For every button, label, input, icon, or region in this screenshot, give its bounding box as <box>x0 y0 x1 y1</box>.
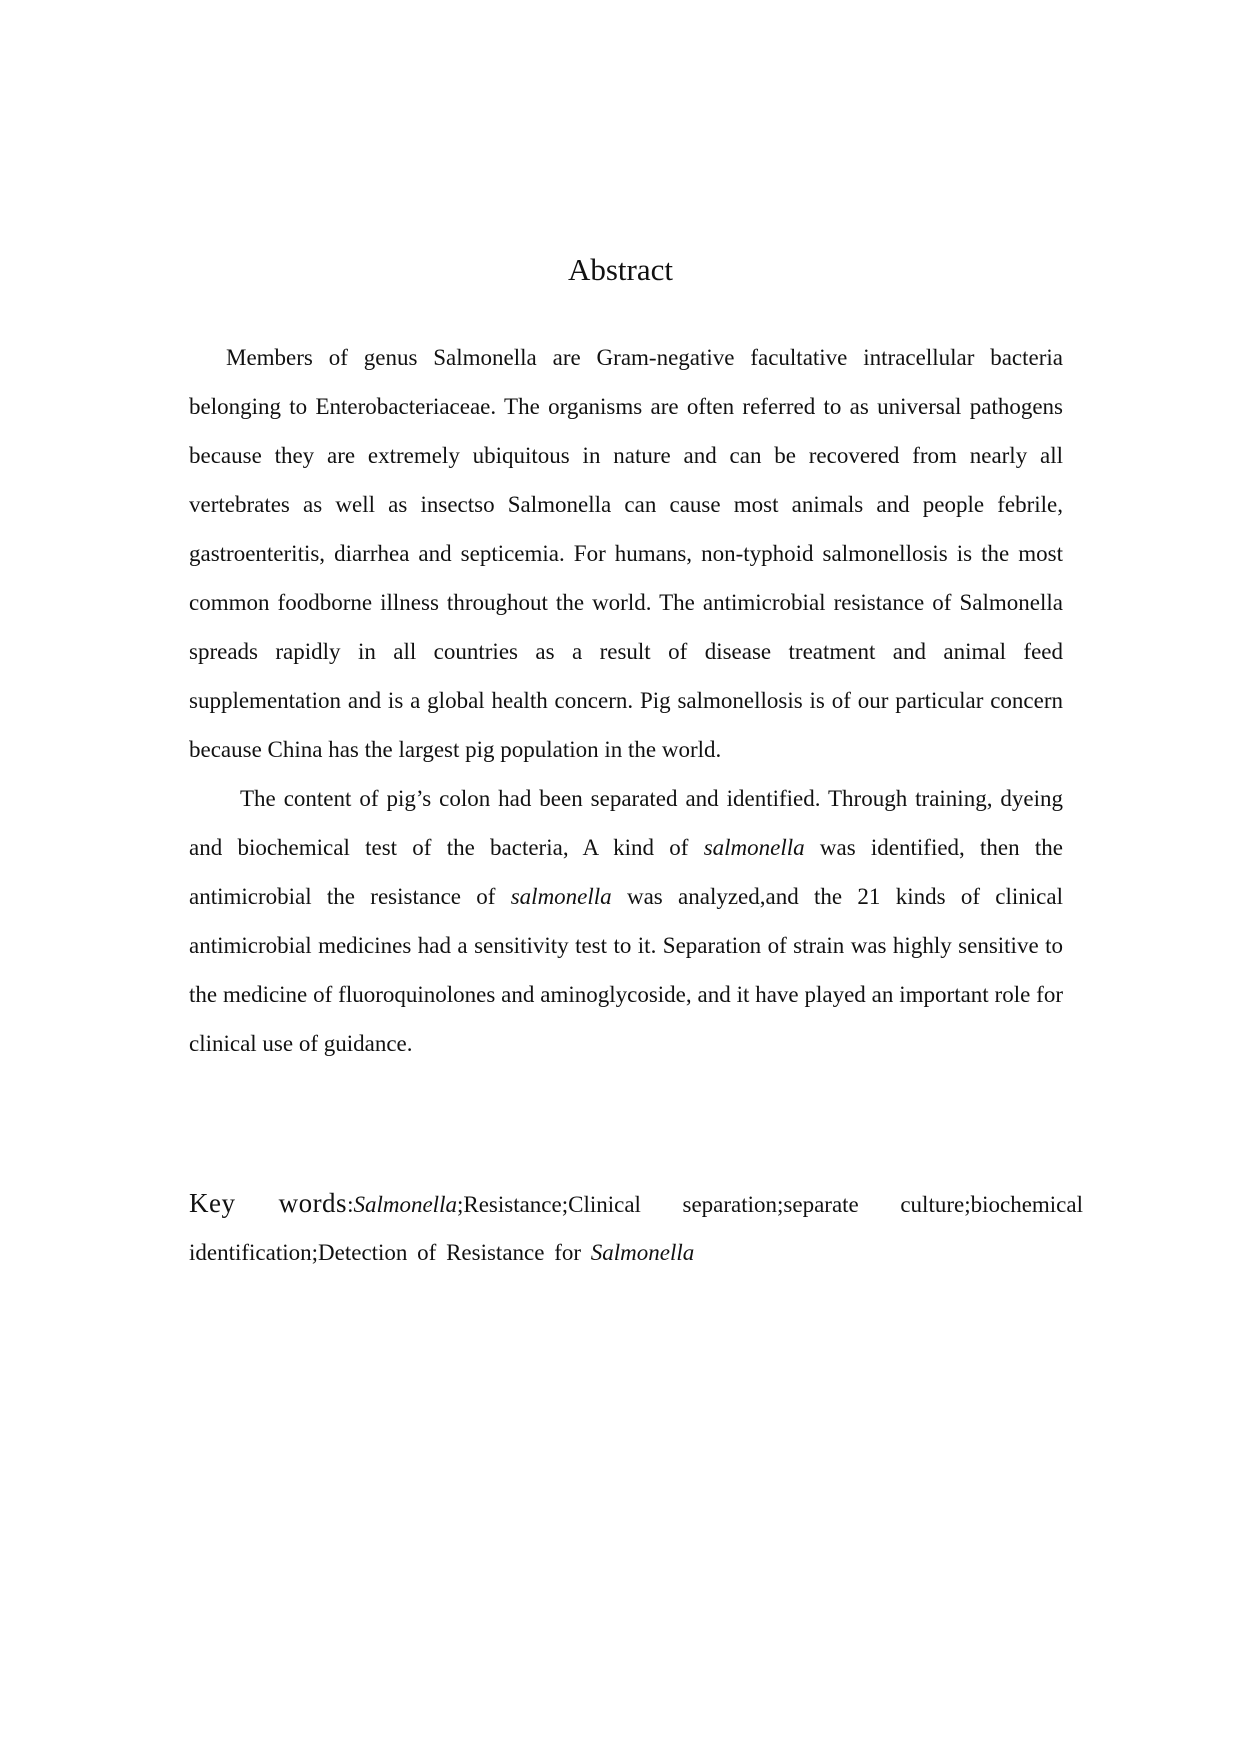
paragraph-2-text-3: was analyzed,and the 21 kinds of clinical antimicrobial medicines had a sensitivity test to it. Separation of strain was highly sensitive to the medicine of fluoroquinolones and aminoglycoside, and it have played an important role for clinical use of guidance. <box>189 884 1063 1056</box>
keyword-4: separate culture <box>783 1192 965 1217</box>
keyword-5: biochemical identification <box>189 1192 1083 1265</box>
keyword-delimiter: ; <box>311 1240 319 1265</box>
keyword-2: Resistance <box>463 1192 562 1217</box>
keyword-delimiter: ; <box>964 1192 971 1217</box>
keyword-3: Clinical separation <box>568 1192 778 1217</box>
keywords-line <box>189 1179 1083 1277</box>
keyword-delimiter: ; <box>777 1192 784 1217</box>
abstract-body <box>189 333 1063 1068</box>
keyword-1: Salmonella <box>353 1192 457 1217</box>
keyword-delimiter: ; <box>456 1192 464 1217</box>
paragraph-2-italic-term-1: salmonella <box>703 835 805 860</box>
abstract-paragraph-2 <box>189 774 1063 1068</box>
keywords-separator: : <box>347 1192 354 1217</box>
keyword-6-italic: Salmonella <box>590 1240 695 1265</box>
paragraph-2-text-1: The content of pig’s colon had been separated and identified. Through training, dyeing and biochemical test of the bacteria, A kind of <box>189 786 1063 860</box>
abstract-paragraph-1: Members of genus Salmonella are Gram-negative facultative intracellular bacteria belonging to Enterobacteriaceae. The organisms are often referred to as universal pathogens because they are extremely ubiquitous in nature and can be recovered from nearly all vertebrates as well as insectso Salmonella can cause most animals and people febrile, gastroenteritis, diarrhea and septicemia. For humans, non-typhoid salmonellosis is the most common foodborne illness throughout the world. The antimicrobial resistance of Salmonella spreads rapidly in all countries as a result of disease treatment and animal feed supplementation and is a global health concern. Pig salmonellosis is of our particular concern because China has the largest pig population in the world. <box>189 345 1063 762</box>
keyword-delimiter: ; <box>561 1192 569 1217</box>
paragraph-2-text-2: was identified, then the antimicrobial the resistance of <box>189 835 1063 909</box>
page-title: Abstract <box>567 252 674 287</box>
keywords-label: Key words <box>189 1188 348 1218</box>
keyword-6-prefix: Detection of Resistance for <box>318 1240 591 1265</box>
paragraph-2-italic-term-2: salmonella <box>510 884 612 909</box>
